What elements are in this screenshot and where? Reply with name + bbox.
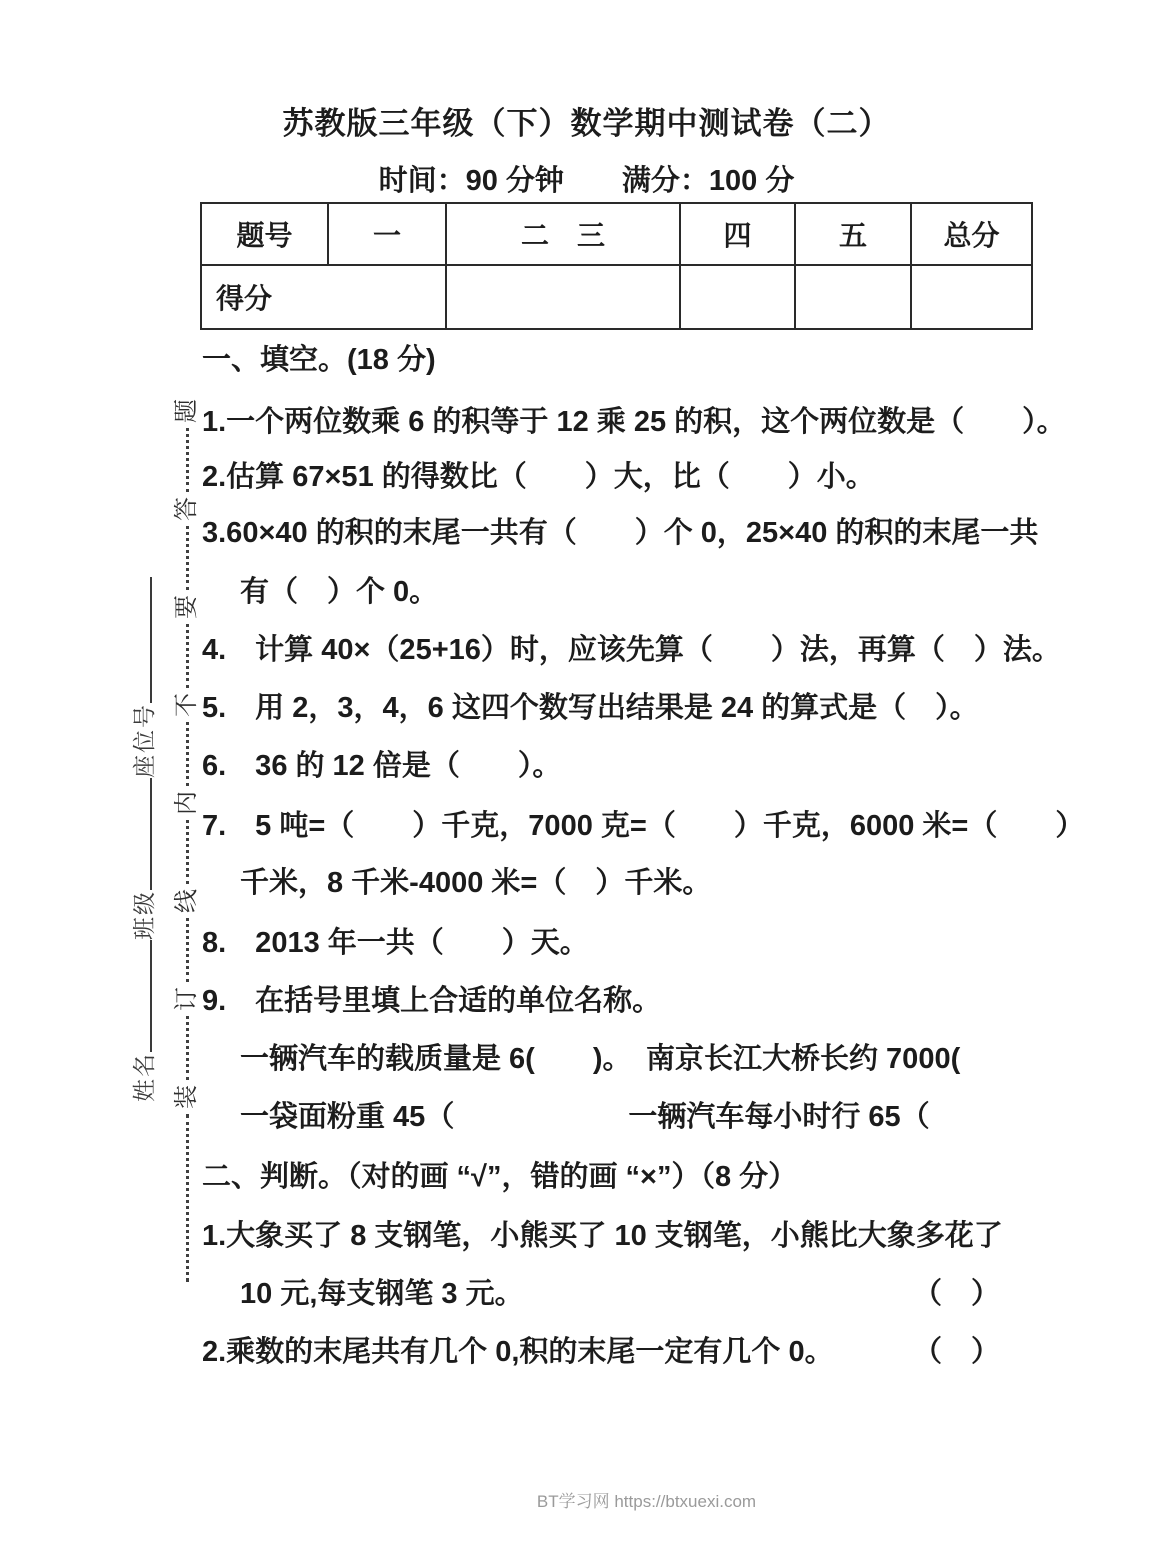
column-header-five: 五	[795, 203, 911, 265]
question-line: 1.大象买了 8 支钢笔，小熊买了 10 支钢笔，小熊比大象多花了	[202, 1220, 1003, 1252]
question-text: 10 元,每支钢笔 3 元。	[240, 1278, 524, 1310]
score-cell	[795, 265, 911, 329]
question-line: 5. 用 2，3，4，6 这四个数写出结果是 24 的算式是（ ）。	[202, 692, 979, 724]
question-line	[202, 1332, 1000, 1372]
question-line: 一辆汽车的载质量是 6( )。 南京长江大桥长约 7000(	[240, 1043, 961, 1075]
question-line: 9. 在括号里填上合适的单位名称。	[202, 985, 662, 1017]
seat-field-blank	[118, 577, 152, 703]
binding-char: 装	[173, 1085, 200, 1109]
question-line: 6. 36 的 12 倍是（ ）。	[202, 750, 562, 782]
question-text: 2.乘数的末尾共有几个 0,积的末尾一定有几个 0。	[202, 1336, 834, 1368]
binding-dots	[186, 428, 189, 492]
question-line: 1.一个两位数乘 6 的积等于 12 乘 25 的积，这个两位数是（ ）。	[202, 406, 1066, 438]
binding-char: 不	[173, 693, 200, 717]
page-title: 苏教版三年级（下）数学期中测试卷（二）	[282, 106, 891, 141]
page-subtitle: 时间：90 分钟 满分：100 分	[378, 165, 795, 197]
binding-line	[172, 385, 202, 1287]
binding-dots	[186, 918, 189, 982]
column-header-two-three: 二 三	[446, 203, 680, 265]
binding-char: 题	[173, 399, 200, 423]
question-number-header: 题号	[201, 203, 328, 265]
binding-dots	[186, 1016, 189, 1080]
score-label-cell: 得分	[201, 265, 446, 329]
class-field-label: 班级	[131, 890, 157, 940]
class-field-blank	[118, 778, 152, 890]
column-header-four: 四	[680, 203, 795, 265]
binding-char: 订	[173, 987, 200, 1011]
score-table-score-row	[201, 265, 1032, 329]
question-line: 8. 2013 年一共（ ）天。	[202, 927, 589, 959]
binding-char: 答	[173, 497, 200, 521]
column-header-one: 一	[328, 203, 446, 265]
score-cell	[911, 265, 1032, 329]
question-line: 有（ ）个 0。	[240, 576, 439, 608]
question-line: 千米，8 千米-4000 米=（ ）千米。	[240, 867, 712, 899]
column-header-total: 总分	[911, 203, 1032, 265]
question-line: 3.60×40 的积的末尾一共有（ ）个 0，25×40 的积的末尾一共	[202, 517, 1039, 549]
score-table-header-row	[201, 203, 1032, 265]
question-line: 2.估算 67×51 的得数比（ ）大，比（ ）小。	[202, 461, 875, 493]
score-cell	[680, 265, 795, 329]
answer-blank: （ ）	[912, 1278, 1000, 1310]
score-cell	[446, 265, 680, 329]
footer-watermark: BT学习网 https://btxuexi.com	[536, 1492, 757, 1511]
section2-heading: 二、判断。（对的画 “√”，错的画 “×”）（8 分）	[202, 1161, 798, 1193]
question-line: 一袋面粉重 45（ 一辆汽车每小时行 65（	[240, 1101, 930, 1133]
binding-line-rotated-text	[172, 385, 202, 1287]
binding-char: 线	[173, 889, 200, 913]
binding-char: 内	[173, 791, 200, 815]
student-info-strip	[118, 530, 164, 1102]
name-field-blank	[118, 940, 152, 1052]
binding-dots	[186, 820, 189, 884]
binding-dots	[186, 722, 189, 786]
binding-dots	[186, 1114, 189, 1282]
student-info-rotated-text	[118, 530, 164, 1102]
binding-char: 要	[173, 595, 200, 619]
binding-dots	[186, 526, 189, 590]
question-line: 4. 计算 40×（25+16）时，应该先算（ ）法，再算（ ）法。	[202, 634, 1061, 666]
question-line: 7. 5 吨=（ ）千克，7000 克=（ ）千克，6000 米=（ ）	[202, 810, 1085, 842]
seat-field-label: 座位号	[131, 703, 157, 778]
score-table	[200, 202, 1033, 330]
name-field-label: 姓名	[131, 1052, 157, 1102]
binding-dots	[186, 624, 189, 688]
section1-heading: 一、填空。(18 分)	[202, 344, 436, 376]
answer-blank: （ ）	[912, 1336, 1000, 1368]
question-line	[240, 1274, 1000, 1314]
